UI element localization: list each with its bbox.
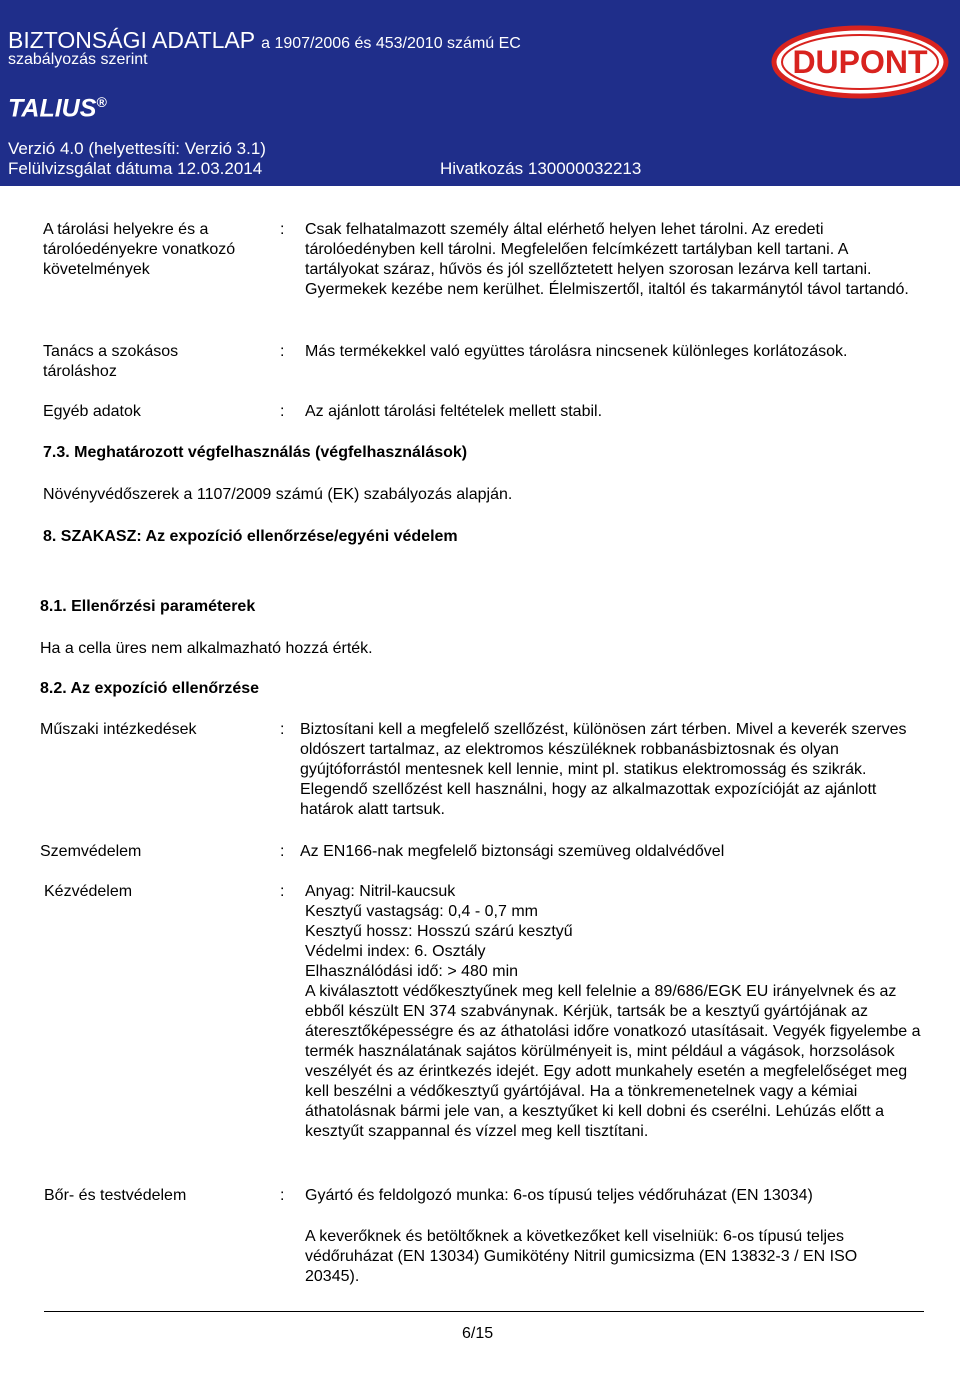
section-8-heading: 8. SZAKASZ: Az expozíció ellenőrzése/egyéni védelem	[43, 528, 458, 545]
version-info: Verzió 4.0 (helyettesíti: Verzió 3.1)	[8, 139, 266, 158]
section-8-2-heading: 8.2. Az expozíció ellenőrzése	[40, 680, 260, 697]
glove-breakthrough-time: Elhasználódási idő: > 480 min	[305, 963, 519, 980]
section-7-3-text: Növényvédőszerek a 1107/2009 számú (EK) szabályozás alapján.	[43, 486, 513, 503]
storage-requirements-colon: :	[280, 221, 285, 238]
glove-thickness: Kesztyű vastagság: 0,4 - 0,7 mm	[305, 903, 538, 920]
eye-protection-value: Az EN166-nak megfelelő biztonsági szemüveg oldalvédővel	[300, 843, 725, 860]
storage-advice-value: Más termékekkel való együttes tárolásra nincsenek különleges korlátozások.	[305, 343, 848, 360]
page-number: 6/15	[462, 1325, 494, 1342]
storage-requirements-label: A tárolási helyekre és a tárolóedényekre vonatkozó követelmények	[43, 221, 236, 278]
registered-mark: ®	[96, 94, 107, 110]
hand-protection-label: Kézvédelem	[44, 883, 133, 900]
storage-advice-colon: :	[280, 343, 285, 360]
svg-text:DUPONT: DUPONT	[792, 44, 928, 80]
glove-length: Kesztyű hossz: Hosszú szárú kesztyű	[305, 923, 573, 940]
title-main: BIZTONSÁGI ADATLAP	[8, 27, 255, 53]
eye-protection-colon: :	[280, 843, 285, 860]
product-name	[8, 94, 107, 123]
section-8-1-text: Ha a cella üres nem alkalmazható hozzá érték.	[40, 640, 373, 657]
review-date: Felülvizsgálat dátuma 12.03.2014	[8, 159, 263, 178]
hand-protection-value	[305, 882, 925, 1142]
section-8-1-heading: 8.1. Ellenőrzési paraméterek	[40, 598, 256, 615]
storage-requirements-value: Csak felhatalmazott személy által elérhető helyen lehet tárolni. Az eredeti tárolóedényben kell tárolni. Megfelelően felcímkézett tartályban kell tartani. A tartályokat száraz, hűvös és jól szellőztetett helyen szorosan lezárva kell tartani. Gyermekek kezébe nem kerülhet. Élelmiszertől, italtól és takarmánytól távol tartandó.	[305, 221, 909, 298]
footer-divider	[44, 1311, 924, 1312]
glove-guidance: A kiválasztott védőkesztyűnek meg kell felelnie a 89/686/EGK EU irányelvnek és az ebből készült EN 374 szabványnak. Kérjük, tartsák be a kesztyű gyártójának az áteresztőképességre és az áthatolási időre vonatkozó utasításait. Vegyék figyelembe a termék használatának sajátos körülményeit is, mint például a vágások, horzsolások veszélyét és az érintkezés idejét. Egy adott munkahely esetén a megfelelőséget meg kell beszélni a védőkesztyű gyártójával. Ha a tönkremenetelnek vagy a kémiai áthatolásnak bármi jele van, a kesztyűket ki kell dobni és cserélni. Lehúzás előtt a kesztyűt szappannal és vízzel meg kell tisztítani.	[305, 983, 921, 1140]
other-info-value: Az ajánlott tárolási feltételek mellett stabil.	[305, 403, 603, 420]
skin-protection-label: Bőr- és testvédelem	[44, 1187, 187, 1204]
other-info-colon: :	[280, 403, 285, 420]
skin-protection-value-mixers: A keverőknek és betöltőknek a következőket kell viselniük: 6-os típusú teljes védőruházat (EN 13034) Gumikötény Nitril gumicsizma (EN 13832-3 / EN ISO 20345).	[305, 1228, 858, 1285]
storage-advice-label: Tanács a szokásos tároláshoz	[43, 343, 179, 380]
engineering-measures-colon: :	[280, 721, 285, 738]
document-header	[0, 0, 960, 186]
title-regulation: a 1907/2006 és 453/2010 számú EC	[261, 35, 521, 52]
skin-protection-colon: :	[280, 1187, 285, 1204]
glove-material: Anyag: Nitril-kaucsuk	[305, 883, 456, 900]
engineering-measures-label: Műszaki intézkedések	[40, 721, 197, 738]
engineering-measures-value: Biztosítani kell a megfelelő szellőzést, különösen zárt térben. Mivel a keverék szerves oldószert tartalmaz, az elektromos készüléknek robbanásbiztosnak és olyan gyújtóforrástól mentesnek kell lennie, mint pl. statikus elektromosság és szikrák. Elegendő szellőzést kell használni, hogy az alkalmazottak expozícióját az ajánlott határok alatt tartsuk.	[300, 721, 907, 818]
dupont-logo	[770, 24, 950, 100]
eye-protection-label: Szemvédelem	[40, 843, 142, 860]
skin-protection-value: Gyártó és feldolgozó munka: 6-os típusú teljes védőruházat (EN 13034)	[305, 1187, 813, 1204]
section-7-3-heading: 7.3. Meghatározott végfelhasználás (végfelhasználások)	[43, 444, 468, 461]
title-subtitle: szabályozás szerint	[8, 51, 148, 68]
glove-protection-index: Védelmi index: 6. Osztály	[305, 943, 486, 960]
hand-protection-colon: :	[280, 883, 285, 900]
other-info-label: Egyéb adatok	[43, 403, 141, 420]
product-label: TALIUS	[8, 94, 97, 123]
reference-number: Hivatkozás 130000032213	[440, 159, 642, 178]
